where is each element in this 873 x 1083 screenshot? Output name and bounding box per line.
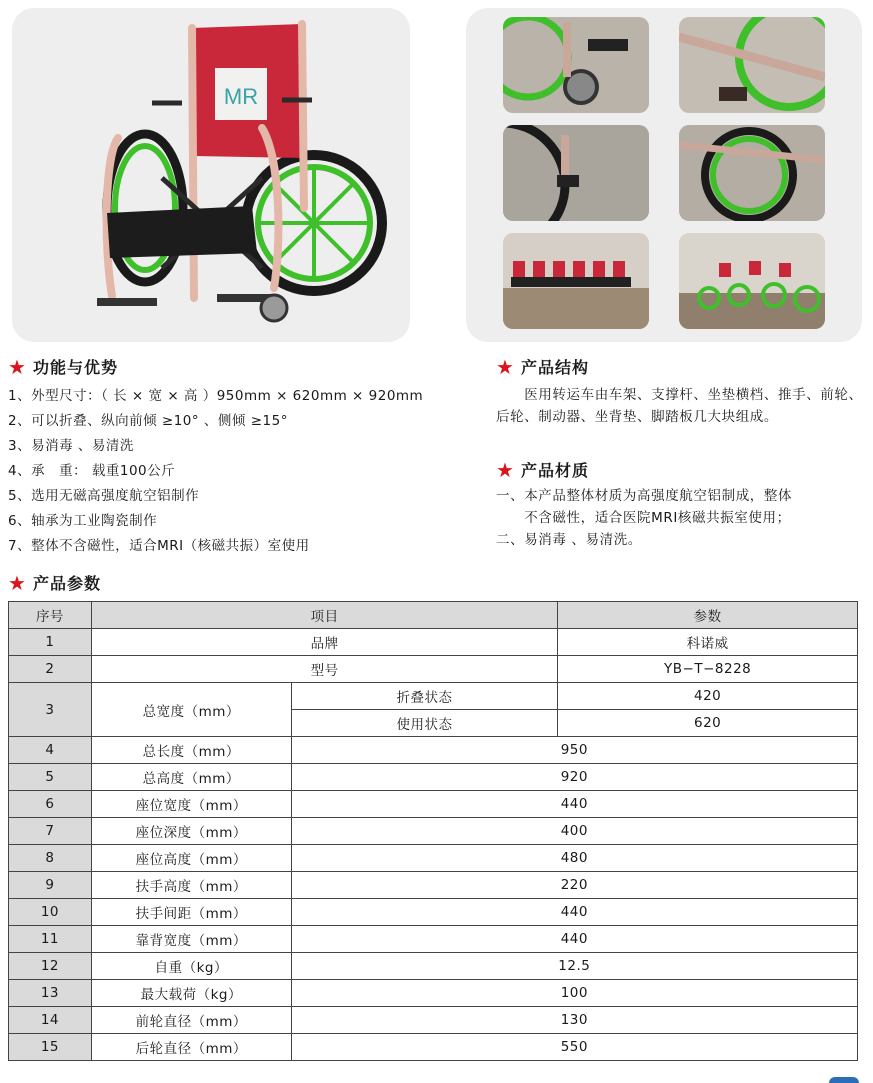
row-item: 座位高度（mm） — [91, 845, 291, 872]
feature-item: 6、轴承为工业陶瓷制作 — [8, 513, 158, 529]
params-heading — [8, 571, 101, 594]
material-heading — [496, 458, 589, 481]
star-icon: ★ — [496, 457, 515, 482]
row-no: 13 — [9, 980, 92, 1007]
star-icon: ★ — [8, 570, 27, 595]
table-header-row — [9, 602, 858, 629]
row-item: 后轮直径（mm） — [91, 1034, 291, 1061]
table-row — [9, 1007, 858, 1034]
thumb-front-caster — [503, 17, 649, 113]
table-row — [9, 926, 858, 953]
features-title: 功能与优势 — [32, 358, 118, 377]
params-table — [8, 601, 858, 1061]
row-no: 3 — [9, 683, 92, 737]
row-value: 220 — [291, 872, 857, 899]
row-value: 科诺威 — [558, 629, 858, 656]
material-line: 一、本产品整体材质为高强度航空铝制成，整体 — [496, 488, 793, 504]
header-item: 项目 — [91, 602, 557, 629]
wheelchair-illustration — [12, 8, 410, 342]
thumb-warehouse-green — [679, 233, 825, 329]
row-no: 10 — [9, 899, 92, 926]
seat-label: MR — [223, 84, 259, 109]
star-icon: ★ — [496, 354, 515, 379]
features-heading — [8, 355, 118, 378]
table-row — [9, 656, 858, 683]
row-no: 2 — [9, 656, 92, 683]
row-item: 型号 — [91, 656, 557, 683]
features-list — [8, 384, 423, 559]
feature-item: 4、承 重： 载重100公斤 — [8, 463, 176, 479]
table-row — [9, 980, 858, 1007]
header-no: 序号 — [9, 602, 92, 629]
wheelchair-photo — [12, 8, 410, 342]
row-no: 9 — [9, 872, 92, 899]
row-item: 扶手间距（mm） — [91, 899, 291, 926]
row-no: 14 — [9, 1007, 92, 1034]
table-row — [9, 818, 858, 845]
feature-item: 3、易消毒 、易清洗 — [8, 438, 134, 454]
row-item: 总长度（mm） — [91, 737, 291, 764]
row-item: 靠背宽度（mm） — [91, 926, 291, 953]
row-item: 最大载荷（kg） — [91, 980, 291, 1007]
row-no: 1 — [9, 629, 92, 656]
table-row — [9, 872, 858, 899]
row-item: 品牌 — [91, 629, 557, 656]
params-title: 产品参数 — [32, 574, 101, 593]
thumb-brake — [503, 125, 649, 221]
feature-item: 1、外型尺寸：（ 长 × 宽 × 高 ）950mm × 620mm × 920mm — [8, 388, 424, 404]
table-row — [9, 791, 858, 818]
thumb-warehouse-rows — [503, 233, 649, 329]
table-row — [9, 1034, 858, 1061]
structure-title: 产品结构 — [520, 358, 589, 377]
row-subitem: 折叠状态 — [291, 683, 558, 710]
material-line: 二、易消毒 、易清洗。 — [496, 532, 642, 548]
row-value: 12.5 — [291, 953, 857, 980]
row-no: 4 — [9, 737, 92, 764]
row-value: 440 — [291, 899, 857, 926]
row-item: 总宽度（mm） — [91, 683, 291, 737]
material-line: 不含磁性，适合医院MRI核磁共振室使用； — [496, 510, 791, 526]
table-row — [9, 899, 858, 926]
star-icon: ★ — [8, 354, 27, 379]
table-row — [9, 683, 858, 710]
table-row — [9, 737, 858, 764]
table-row — [9, 953, 858, 980]
row-no: 11 — [9, 926, 92, 953]
feature-item: 7、整体不含磁性，适合MRI（核磁共振）室使用 — [8, 538, 310, 554]
feature-item: 2、可以折叠、纵向前倾 ≥10° 、侧倾 ≥15° — [8, 413, 288, 429]
material-title: 产品材质 — [520, 461, 589, 480]
detail-photo-gallery — [466, 8, 862, 342]
corner-decoration — [829, 1077, 859, 1083]
row-value: 400 — [291, 818, 857, 845]
row-item: 自重（kg） — [91, 953, 291, 980]
row-value: 620 — [558, 710, 858, 737]
row-no: 8 — [9, 845, 92, 872]
row-item: 扶手高度（mm） — [91, 872, 291, 899]
row-value: 480 — [291, 845, 857, 872]
row-no: 12 — [9, 953, 92, 980]
row-value: 130 — [291, 1007, 857, 1034]
row-item: 座位宽度（mm） — [91, 791, 291, 818]
material-text — [496, 485, 866, 551]
row-value: 550 — [291, 1034, 857, 1061]
row-value: YB−T−8228 — [558, 656, 858, 683]
table-row — [9, 629, 858, 656]
row-value: 440 — [291, 791, 857, 818]
row-value: 100 — [291, 980, 857, 1007]
header-value: 参数 — [558, 602, 858, 629]
structure-text: 医用转运车由车架、支撑杆、坐垫横档、推手、前轮、后轮、制动器、坐背垫、脚踏板几大块组成。 — [496, 387, 863, 425]
row-no: 7 — [9, 818, 92, 845]
thumb-frame-adjust — [679, 17, 825, 113]
table-row — [9, 845, 858, 872]
row-subitem: 使用状态 — [291, 710, 558, 737]
row-no: 5 — [9, 764, 92, 791]
row-no: 6 — [9, 791, 92, 818]
row-value: 420 — [558, 683, 858, 710]
feature-item: 5、选用无磁高强度航空铝制作 — [8, 488, 200, 504]
row-item: 前轮直径（mm） — [91, 1007, 291, 1034]
row-value: 950 — [291, 737, 857, 764]
row-value: 440 — [291, 926, 857, 953]
row-no: 15 — [9, 1034, 92, 1061]
row-item: 座位深度（mm） — [91, 818, 291, 845]
thumb-rear-wheel — [679, 125, 825, 221]
row-value: 920 — [291, 764, 857, 791]
table-row — [9, 764, 858, 791]
row-item: 总高度（mm） — [91, 764, 291, 791]
structure-heading — [496, 355, 589, 378]
